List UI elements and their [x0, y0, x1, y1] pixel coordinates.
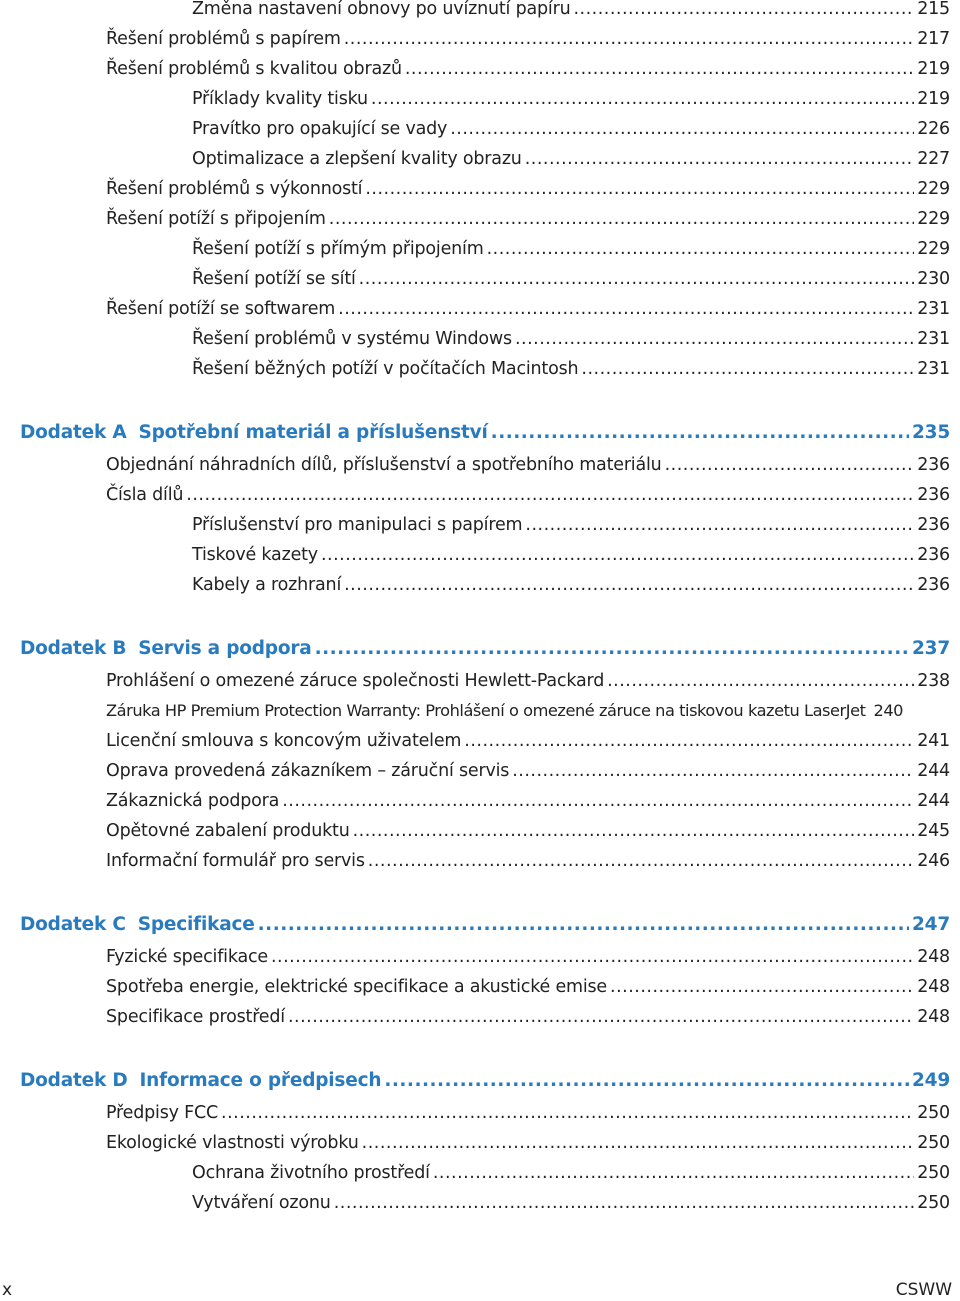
toc-entry-page: 231 [917, 359, 950, 379]
toc-entry[interactable] [106, 788, 950, 814]
toc-entry-page: 250 [917, 1103, 950, 1123]
toc-leader [607, 668, 914, 694]
toc-entry-title: Ekologické vlastnosti výrobku [106, 1133, 359, 1153]
toc-entry[interactable] [106, 56, 950, 82]
toc-entry-page: 250 [917, 1193, 950, 1213]
toc-entry-page: 219 [917, 89, 950, 109]
toc-leader [344, 26, 914, 52]
toc-entry-page: 248 [917, 1007, 950, 1027]
toc-leader [288, 1004, 914, 1030]
toc-entry-title: Tiskové kazety [192, 545, 318, 565]
toc-entry-page: 236 [917, 485, 950, 505]
appendix-b-heading[interactable] [20, 636, 950, 662]
toc-entry[interactable] [106, 452, 950, 478]
toc-entry-page: 229 [917, 239, 950, 259]
toc-entry-title: Objednání náhradních dílů, příslušenství a spotřebního materiálu [106, 455, 662, 475]
toc-entry-title: Řešení potíží s připojením [106, 209, 326, 229]
toc-entry-page: 217 [917, 29, 950, 49]
toc-entry[interactable] [106, 728, 950, 754]
toc-entry-title: Řešení problémů v systému Windows [192, 329, 512, 349]
toc-entry[interactable] [192, 0, 950, 22]
appendix-page: 237 [911, 638, 950, 659]
toc-leader [338, 296, 914, 322]
toc-leader [464, 728, 914, 754]
toc-entry-title: Pravítko pro opakující se vady [192, 119, 448, 139]
footer-page-number: x [2, 1280, 13, 1300]
toc-entry-page: 226 [917, 119, 950, 139]
toc-leader [271, 944, 914, 970]
appendix-label: Dodatek D [20, 1070, 128, 1091]
toc-entry-title: Záruka HP Premium Protection Warranty: Prohlášení o omezené záruce na tiskovou kazetu LaserJet [106, 701, 866, 720]
toc-entry-page: 219 [917, 59, 950, 79]
appendix-page: 235 [911, 422, 950, 443]
toc-entry-title: Optimalizace a zlepšení kvality obrazu [192, 149, 522, 169]
toc-entry-page: 227 [917, 149, 950, 169]
appendix-d-heading[interactable] [20, 1068, 950, 1094]
toc-entry-title: Předpisy FCC [106, 1103, 219, 1123]
toc-entry-title: Řešení potíží s přímým připojením [192, 239, 484, 259]
footer-doc-code: CSWW [895, 1280, 952, 1300]
toc-entry[interactable] [106, 944, 950, 970]
toc-entry-title: Informační formulář pro servis [106, 851, 365, 871]
toc-entry-title: Licenční smlouva s koncovým uživatelem [106, 731, 462, 751]
toc-entry-title: Fyzické specifikace [106, 947, 268, 967]
toc-entry-title: Spotřeba energie, elektrické specifikace a akustické emise [106, 977, 608, 997]
appendix-title: Specifikace [137, 914, 255, 935]
toc-entry[interactable] [192, 146, 950, 172]
toc-entry[interactable] [106, 296, 950, 322]
toc-entry[interactable] [106, 698, 958, 724]
toc-entry[interactable] [106, 1004, 950, 1030]
toc-leader [329, 206, 914, 232]
toc-entry[interactable] [192, 1190, 950, 1216]
toc-entry-title: Prohlášení o omezené záruce společnosti Hewlett-Packard [106, 671, 605, 691]
appendix-page: 249 [911, 1070, 950, 1091]
toc-entry-title: Příslušenství pro manipulaci s papírem [192, 515, 523, 535]
toc-leader [186, 482, 914, 508]
toc-leader [362, 1130, 915, 1156]
toc-entry[interactable] [106, 758, 950, 784]
toc-entry[interactable] [192, 572, 950, 598]
toc-entry[interactable] [106, 848, 950, 874]
toc-entry[interactable] [192, 542, 950, 568]
appendix-title: Spotřební materiál a příslušenství [138, 422, 488, 443]
toc-entry-page: 244 [917, 761, 950, 781]
toc-leader [515, 326, 914, 352]
toc-entry[interactable] [106, 668, 950, 694]
toc-entry-title: Zákaznická podpora [106, 791, 280, 811]
appendix-a-heading[interactable] [20, 420, 950, 446]
toc-entry-page: 241 [917, 731, 950, 751]
toc-entry-title: Řešení běžných potíží v počítačích Macintosh [192, 359, 579, 379]
toc-entry-page: 240 [873, 701, 904, 720]
appendix-label: Dodatek B [20, 638, 127, 659]
toc-entry-page: 236 [917, 545, 950, 565]
toc-entry-page: 250 [917, 1133, 950, 1153]
toc-entry[interactable] [192, 326, 950, 352]
toc-leader [610, 974, 914, 1000]
toc-leader [321, 542, 914, 568]
toc-entry-title: Vytváření ozonu [192, 1193, 331, 1213]
toc-entry-page: 248 [917, 947, 950, 967]
toc-leader [581, 356, 914, 382]
toc-leader [344, 572, 914, 598]
toc-entry-title: Čísla dílů [106, 485, 184, 505]
appendix-c-heading[interactable] [20, 912, 950, 938]
toc-leader [365, 176, 914, 202]
toc-leader [368, 848, 914, 874]
toc-entry-page: 244 [917, 791, 950, 811]
toc-entry-page: 236 [917, 515, 950, 535]
appendix-label: Dodatek C [20, 914, 126, 935]
toc-leader [491, 420, 909, 446]
toc-leader [258, 912, 909, 938]
toc-entry-page: 231 [917, 329, 950, 349]
toc-entry-page: 245 [917, 821, 950, 841]
toc-entry-title: Kabely a rozhraní [192, 575, 342, 595]
toc-entry[interactable] [192, 116, 950, 142]
toc-leader [450, 116, 914, 142]
toc-entry[interactable] [106, 1130, 950, 1156]
appendix-label: Dodatek A [20, 422, 127, 443]
toc-entry-page: 236 [917, 455, 950, 475]
appendix-page: 247 [911, 914, 950, 935]
toc-entry-page: 229 [917, 209, 950, 229]
toc-entry-title: Změna nastavení obnovy po uvíznutí papíru [192, 0, 571, 19]
toc-entry[interactable] [106, 818, 950, 844]
toc-leader [433, 1160, 914, 1186]
toc-entry[interactable] [192, 236, 950, 262]
toc-leader [315, 636, 909, 662]
toc-entry[interactable] [192, 356, 950, 382]
toc-leader [405, 56, 914, 82]
toc-entry-title: Řešení potíží se softwarem [106, 299, 336, 319]
toc-leader [487, 236, 915, 262]
toc-entry[interactable] [106, 1100, 950, 1126]
toc-entry-title: Opětovné zabalení produktu [106, 821, 350, 841]
toc-entry-page: 250 [917, 1163, 950, 1183]
toc-entry[interactable] [192, 1160, 950, 1186]
toc-entry[interactable] [106, 974, 950, 1000]
appendix-title: Servis a podpora [138, 638, 312, 659]
toc-entry-page: 231 [917, 299, 950, 319]
toc-entry[interactable] [106, 26, 950, 52]
toc-leader [221, 1100, 914, 1126]
toc-leader [512, 758, 914, 784]
toc-entry-page: 215 [917, 0, 950, 19]
toc-entry-title: Řešení problémů s výkonností [106, 179, 363, 199]
toc-entry-page: 230 [917, 269, 950, 289]
toc-leader [334, 1190, 915, 1216]
toc-entry-title: Příklady kvality tisku [192, 89, 368, 109]
toc-leader [665, 452, 915, 478]
toc-leader [384, 1068, 909, 1094]
toc-entry-title: Řešení problémů s papírem [106, 29, 341, 49]
toc-entry-title: Ochrana životního prostředí [192, 1163, 430, 1183]
toc-leader [573, 0, 914, 22]
toc-entry[interactable] [106, 206, 950, 232]
toc-entry[interactable] [192, 266, 950, 292]
toc-leader [359, 266, 915, 292]
toc-entry-page: 238 [917, 671, 950, 691]
toc-entry-title: Řešení problémů s kvalitou obrazů [106, 59, 402, 79]
toc-entry-page: 229 [917, 179, 950, 199]
toc-entry-page: 246 [917, 851, 950, 871]
appendix-title: Informace o předpisech [139, 1070, 382, 1091]
toc-entry-title: Oprava provedená zákazníkem – záruční servis [106, 761, 510, 781]
toc-entry-title: Specifikace prostředí [106, 1007, 285, 1027]
toc-entry-page: 248 [917, 977, 950, 997]
toc-entry-page: 236 [917, 575, 950, 595]
toc-entry[interactable] [192, 512, 950, 538]
toc-leader [371, 86, 914, 112]
toc-entry[interactable] [192, 86, 950, 112]
toc-entry-title: Řešení potíží se sítí [192, 269, 356, 289]
toc-entry[interactable] [106, 176, 950, 202]
toc-leader [353, 818, 915, 844]
toc-leader [525, 146, 914, 172]
toc-leader [282, 788, 914, 814]
toc-entry[interactable] [106, 482, 950, 508]
toc-leader [525, 512, 914, 538]
